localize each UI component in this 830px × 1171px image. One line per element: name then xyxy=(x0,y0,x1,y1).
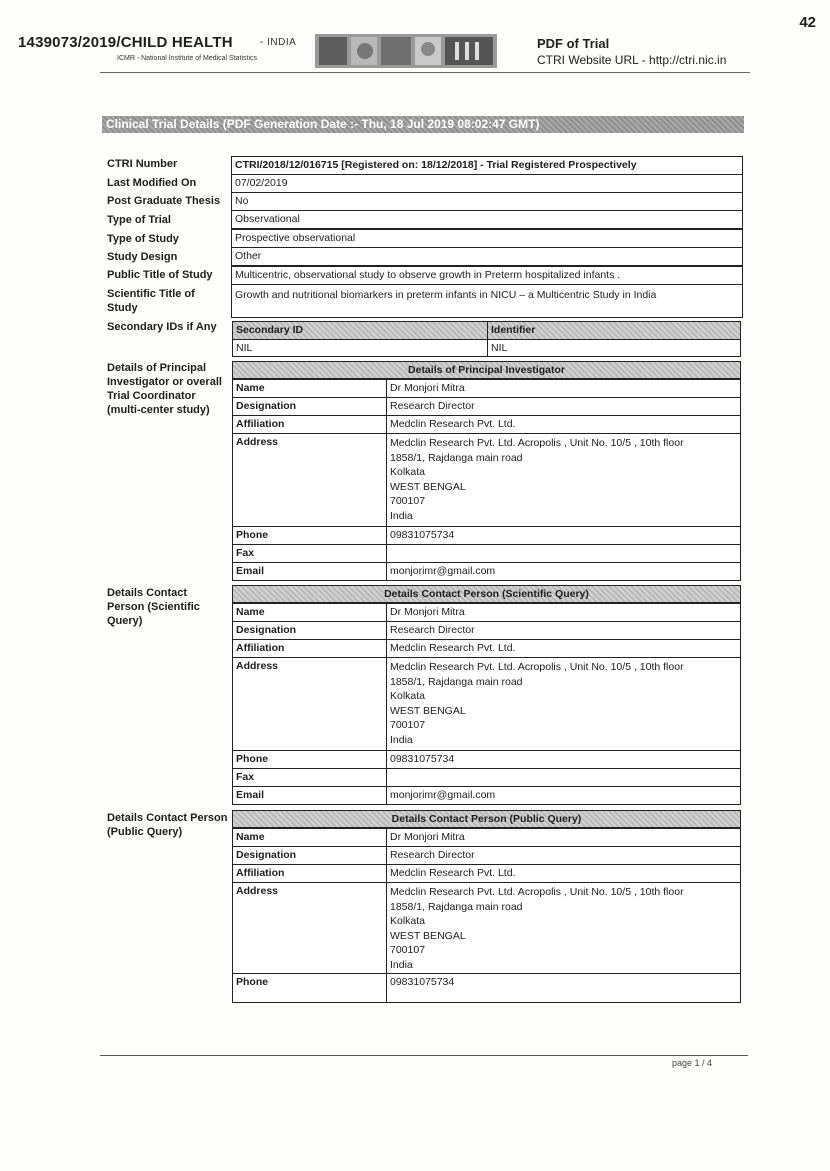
pdf-title: PDF of Trial xyxy=(537,36,610,51)
address-line: WEST BENGAL xyxy=(390,704,466,717)
address-line: WEST BENGAL xyxy=(390,929,466,942)
pub-affiliation-value: Medclin Research Pvt. Ltd. xyxy=(386,864,741,883)
pub-designation-value: Research Director xyxy=(386,846,741,865)
pi-affiliation-value: Medclin Research Pvt. Ltd. xyxy=(386,415,741,434)
pi-phone-label: Phone xyxy=(232,526,387,545)
sci-affiliation-label: Affiliation xyxy=(232,639,387,658)
pub-affiliation-label: Affiliation xyxy=(232,864,387,883)
pub-phone-value: 09831075734 xyxy=(386,973,741,1003)
pub-phone-label: Phone xyxy=(232,973,387,1003)
address-line: India xyxy=(390,958,413,971)
sci-section-title: Details Contact Person (Scientific Query) xyxy=(232,585,741,603)
sci-email-label: Email xyxy=(232,786,387,805)
address-line: Medclin Research Pvt. Ltd. Acropolis , Unit No. 10/5 , 10th floor xyxy=(390,437,684,449)
address-line: 1858/1, Rajdanga main road xyxy=(390,675,523,688)
pi-phone-value: 09831075734 xyxy=(386,526,741,545)
ctri-number-label: CTRI Number xyxy=(107,158,178,170)
pg-thesis-value: No xyxy=(231,192,743,211)
address-line: 700107 xyxy=(390,495,426,507)
sci-phone-value: 09831075734 xyxy=(386,750,741,769)
address-line: 700107 xyxy=(390,719,426,731)
address-line: Kolkata xyxy=(390,915,426,927)
address-line: 700107 xyxy=(390,944,426,956)
type-of-study-value: Prospective observational xyxy=(231,229,743,248)
study-design-label: Study Design xyxy=(107,251,178,263)
footer-divider xyxy=(100,1055,748,1056)
type-of-study-label: Type of Study xyxy=(107,233,179,245)
pi-designation-label: Designation xyxy=(232,397,387,416)
page-number: 42 xyxy=(799,14,816,31)
study-design-value: Other xyxy=(231,247,743,266)
pub-name-label: Name xyxy=(232,828,387,847)
sci-name-value: Dr Monjori Mitra xyxy=(386,603,741,622)
pi-email-label: Email xyxy=(232,562,387,581)
address-line: Medclin Research Pvt. Ltd. Acropolis , Unit No. 10/5 , 10th floor xyxy=(390,886,684,898)
file-stamp: 1439073/2019/CHILD HEALTH xyxy=(18,34,233,51)
pi-name-label: Name xyxy=(232,379,387,398)
sci-designation-label: Designation xyxy=(232,621,387,640)
ctri-number-value: CTRI/2018/12/016715 [Registered on: 18/12/2018] - Trial Registered Prospectively xyxy=(231,156,743,175)
sci-fax-value xyxy=(386,768,741,787)
type-of-trial-value: Observational xyxy=(231,210,743,229)
address-line: India xyxy=(390,733,413,746)
pi-fax-value xyxy=(386,544,741,563)
sci-address-label: Address xyxy=(232,657,387,751)
identifier-header: Identifier xyxy=(487,321,741,340)
header-country: - INDIA xyxy=(260,37,297,48)
site-url: CTRI Website URL - http://ctri.nic.in xyxy=(537,53,727,67)
secondary-ids-label: Secondary IDs if Any xyxy=(107,321,217,333)
sci-section-label: Details Contact Person (Scientific Query) xyxy=(107,587,200,627)
pi-section-label: Details of Principal Investigator or overall Trial Coordinator (multi-center study) xyxy=(107,362,222,416)
public-title-value: Multicentric, observational study to observe growth in Preterm hospitalized infants . xyxy=(231,266,743,285)
pub-name-value: Dr Monjori Mitra xyxy=(386,828,741,847)
pub-designation-label: Designation xyxy=(232,846,387,865)
sci-email-value: monjorimr@gmail.com xyxy=(386,786,741,805)
pub-address-label: Address xyxy=(232,882,387,974)
pub-address-value xyxy=(386,882,741,974)
sci-affiliation-value: Medclin Research Pvt. Ltd. xyxy=(386,639,741,658)
pi-designation-value: Research Director xyxy=(386,397,741,416)
scientific-title-value: Growth and nutritional biomarkers in preterm infants in NICU – a Multicentric Study in India xyxy=(231,284,743,318)
secondary-id-value: NIL xyxy=(232,339,488,357)
pi-fax-label: Fax xyxy=(232,544,387,563)
pi-section-title: Details of Principal Investigator xyxy=(232,361,741,379)
header-divider xyxy=(100,72,750,73)
address-line: Medclin Research Pvt. Ltd. Acropolis , Unit No. 10/5 , 10th floor xyxy=(390,661,684,673)
pi-address-value xyxy=(386,433,741,527)
pi-name-value: Dr Monjori Mitra xyxy=(386,379,741,398)
last-modified-value: 07/02/2019 xyxy=(231,174,743,193)
pi-affiliation-label: Affiliation xyxy=(232,415,387,434)
pub-section-label: Details Contact Person (Public Query) xyxy=(107,812,228,838)
last-modified-label: Last Modified On xyxy=(107,177,197,189)
address-line: WEST BENGAL xyxy=(390,480,466,493)
pi-email-value: monjorimr@gmail.com xyxy=(386,562,741,581)
sci-address-value xyxy=(386,657,741,751)
public-title-label: Public Title of Study xyxy=(107,269,213,281)
address-line: 1858/1, Rajdanga main road xyxy=(390,451,523,464)
pg-thesis-label: Post Graduate Thesis xyxy=(107,195,221,207)
header-photo-strip xyxy=(315,34,497,68)
identifier-value: NIL xyxy=(487,339,741,357)
sci-name-label: Name xyxy=(232,603,387,622)
pub-section-title: Details Contact Person (Public Query) xyxy=(232,810,741,828)
scientific-title-label: Scientific Title of Study xyxy=(107,288,195,314)
address-line: Kolkata xyxy=(390,466,426,478)
section-banner: Clinical Trial Details (PDF Generation Date :- Thu, 18 Jul 2019 08:02:47 GMT) xyxy=(102,116,744,133)
sci-designation-value: Research Director xyxy=(386,621,741,640)
address-line: 1858/1, Rajdanga main road xyxy=(390,900,523,913)
address-line: India xyxy=(390,509,413,522)
address-line: Kolkata xyxy=(390,690,426,702)
sci-fax-label: Fax xyxy=(232,768,387,787)
footer-page-indicator: page 1 / 4 xyxy=(672,1058,713,1068)
sci-phone-label: Phone xyxy=(232,750,387,769)
secondary-id-header: Secondary ID xyxy=(232,321,488,340)
pi-address-label: Address xyxy=(232,433,387,527)
icmr-line: ICMR - National Institute of Medical Statistics xyxy=(117,55,258,62)
type-of-trial-label: Type of Trial xyxy=(107,214,171,226)
